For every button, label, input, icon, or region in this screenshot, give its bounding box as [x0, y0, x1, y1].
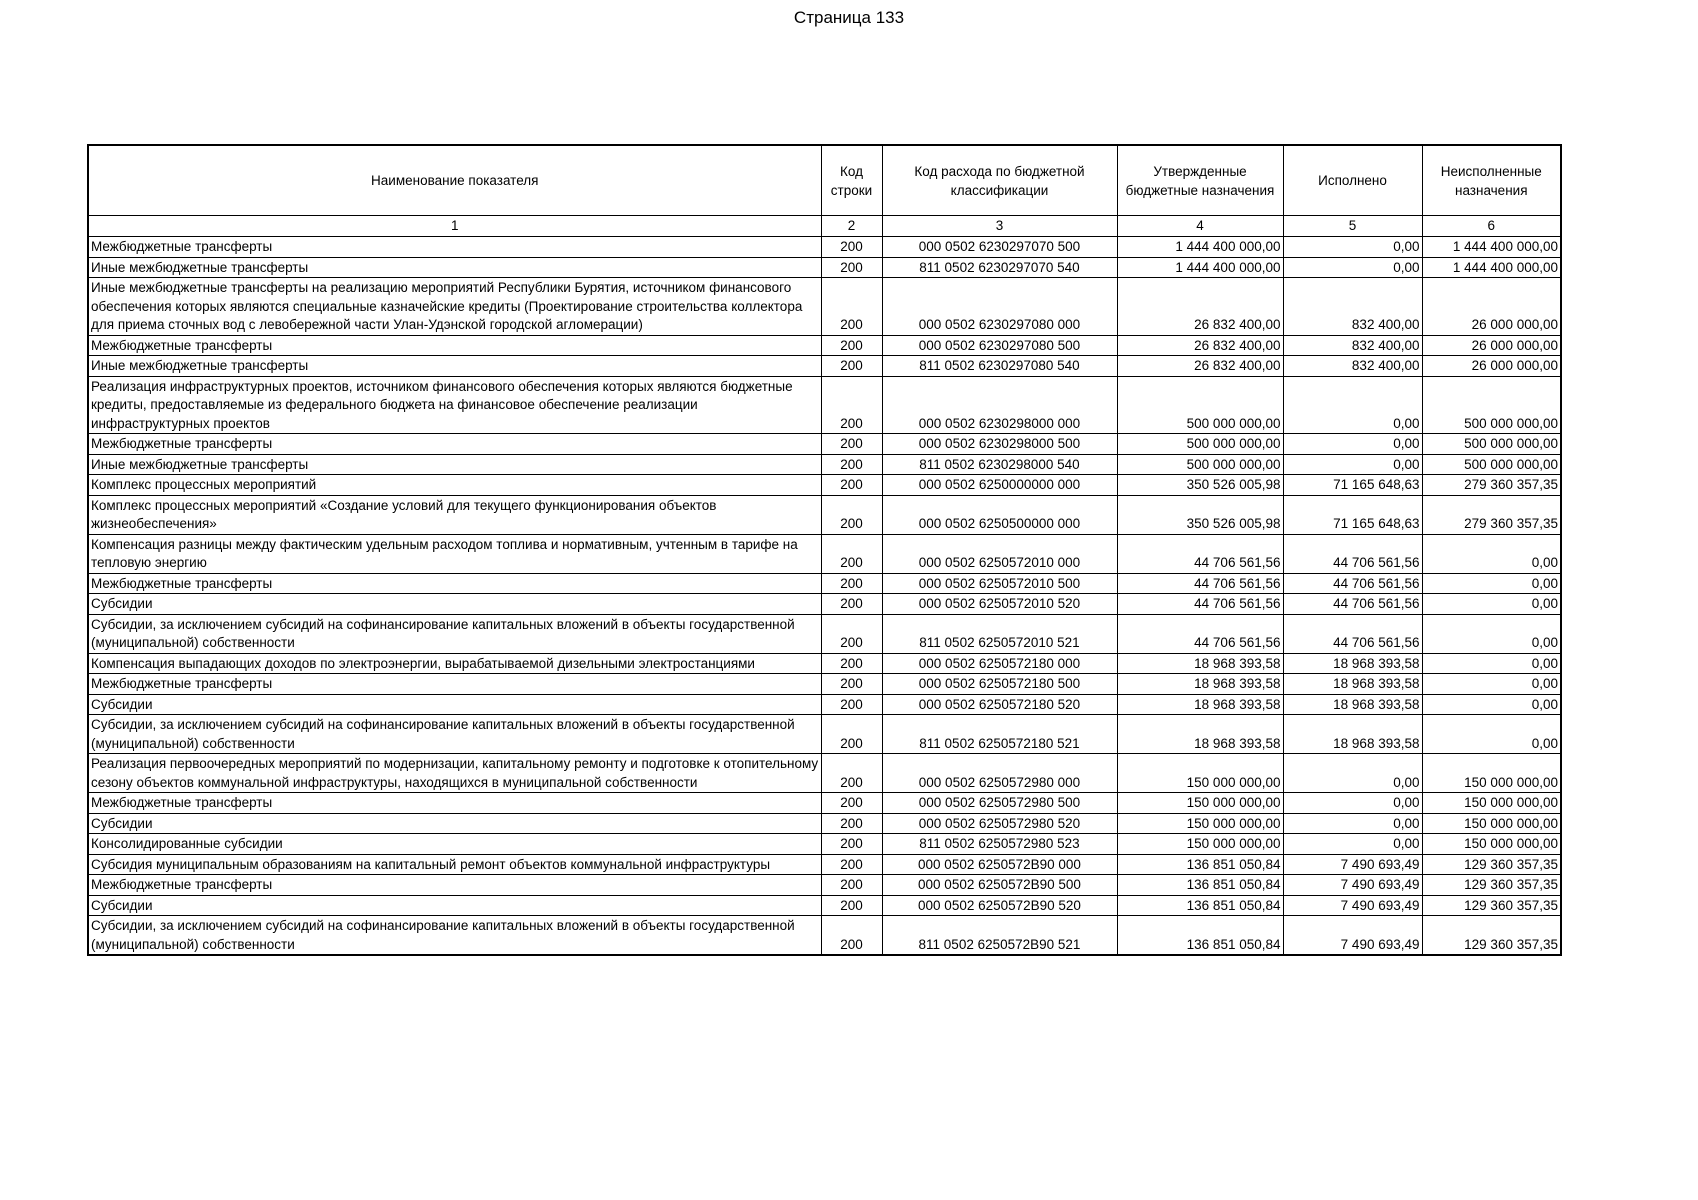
column-number: 4	[1117, 216, 1283, 237]
approved-amount: 44 706 561,56	[1117, 594, 1283, 615]
indicator-name-text: Реализация инфраструктурных проектов, источником финансового обеспечения которых являются бюджетные кредиты, предоставляемые из федерального бюджета на финансовое обеспечение реализации инфраструктурных проектов	[91, 378, 793, 431]
table-row	[88, 895, 1561, 916]
classification-code: 000 0502 6230297080 500	[882, 335, 1117, 356]
unexecuted-amount: 150 000 000,00	[1422, 793, 1561, 814]
table-row	[88, 257, 1561, 278]
approved-amount: 136 851 050,84	[1117, 895, 1283, 916]
indicator-name	[88, 653, 821, 674]
unexecuted-amount: 26 000 000,00	[1422, 335, 1561, 356]
column-number-row	[88, 216, 1561, 237]
approved-amount: 18 968 393,58	[1117, 715, 1283, 754]
approved-amount: 136 851 050,84	[1117, 916, 1283, 956]
table-row	[88, 834, 1561, 855]
classification-code: 000 0502 6250572010 000	[882, 534, 1117, 573]
header-approved: Утвержденные бюджетные назначения	[1117, 145, 1283, 216]
indicator-name-text: Межбюджетные трансферты	[91, 436, 273, 451]
approved-amount: 26 832 400,00	[1117, 356, 1283, 377]
executed-amount: 0,00	[1283, 454, 1422, 475]
indicator-name-text: Компенсация разницы между фактическим удельным расходом топлива и нормативным, учтенным в тарифе на тепловую энергию	[91, 536, 798, 570]
row-code: 200	[821, 875, 882, 896]
unexecuted-amount: 129 360 357,35	[1422, 875, 1561, 896]
indicator-name	[88, 834, 821, 855]
classification-code: 811 0502 6250572980 523	[882, 834, 1117, 855]
classification-code: 000 0502 6250000000 000	[882, 475, 1117, 496]
indicator-name	[88, 237, 821, 258]
unexecuted-amount: 500 000 000,00	[1422, 454, 1561, 475]
table-row	[88, 278, 1561, 336]
row-code: 200	[821, 534, 882, 573]
indicator-name-text: Иные межбюджетные трансферты	[91, 259, 309, 275]
indicator-name	[88, 573, 821, 594]
indicator-name-text: Субсидии	[91, 897, 153, 913]
table-row	[88, 653, 1561, 674]
table-row	[88, 854, 1561, 875]
approved-amount: 1 444 400 000,00	[1117, 257, 1283, 278]
executed-amount: 0,00	[1283, 237, 1422, 258]
row-code: 200	[821, 653, 882, 674]
indicator-name-text: Субсидии, за исключением субсидий на софинансирование капитальных вложений в объекты государственной (муниципальной) собственности	[91, 616, 795, 650]
row-code: 200	[821, 376, 882, 434]
indicator-name	[88, 257, 821, 278]
indicator-name-text: Комплекс процессных мероприятий	[91, 477, 317, 492]
executed-amount: 0,00	[1283, 813, 1422, 834]
executed-amount: 44 706 561,56	[1283, 573, 1422, 594]
unexecuted-amount: 26 000 000,00	[1422, 356, 1561, 377]
table-row	[88, 614, 1561, 653]
unexecuted-amount: 500 000 000,00	[1422, 376, 1561, 434]
table-row	[88, 674, 1561, 695]
unexecuted-amount: 0,00	[1422, 653, 1561, 674]
approved-amount: 150 000 000,00	[1117, 813, 1283, 834]
page-title: Страница 133	[793, 8, 905, 27]
row-code: 200	[821, 594, 882, 615]
classification-code: 000 0502 6250572B90 520	[882, 895, 1117, 916]
row-code: 200	[821, 434, 882, 455]
approved-amount: 44 706 561,56	[1117, 573, 1283, 594]
row-code: 200	[821, 237, 882, 258]
row-code: 200	[821, 278, 882, 336]
column-number: 2	[821, 216, 882, 237]
table-row	[88, 356, 1561, 377]
executed-amount: 71 165 648,63	[1283, 495, 1422, 534]
table-row	[88, 793, 1561, 814]
approved-amount: 26 832 400,00	[1117, 335, 1283, 356]
indicator-name-text: Межбюджетные трансферты	[91, 239, 273, 254]
classification-code: 000 0502 6250572980 000	[882, 754, 1117, 793]
executed-amount: 0,00	[1283, 376, 1422, 434]
budget-report-table	[87, 144, 1562, 956]
approved-amount: 1 444 400 000,00	[1117, 237, 1283, 258]
unexecuted-amount: 279 360 357,35	[1422, 475, 1561, 496]
row-code: 200	[821, 614, 882, 653]
unexecuted-amount: 0,00	[1422, 694, 1561, 715]
indicator-name-text: Межбюджетные трансферты	[91, 877, 273, 892]
approved-amount: 18 968 393,58	[1117, 694, 1283, 715]
indicator-name	[88, 715, 821, 754]
classification-code: 811 0502 6230297080 540	[882, 356, 1117, 377]
table-row	[88, 495, 1561, 534]
unexecuted-amount: 150 000 000,00	[1422, 754, 1561, 793]
indicator-name-text: Комплекс процессных мероприятий «Создание условий для текущего функционирования объектов жизнеобеспечения»	[91, 497, 717, 531]
executed-amount: 44 706 561,56	[1283, 594, 1422, 615]
row-code: 200	[821, 454, 882, 475]
column-number: 1	[88, 216, 821, 237]
row-code: 200	[821, 335, 882, 356]
indicator-name-text: Компенсация выпадающих доходов по электроэнергии, вырабатываемой дизельными электростанциями	[91, 655, 755, 671]
classification-code: 811 0502 6230297070 540	[882, 257, 1117, 278]
indicator-name	[88, 674, 821, 695]
row-code: 200	[821, 754, 882, 793]
classification-code: 000 0502 6250572010 500	[882, 573, 1117, 594]
approved-amount: 500 000 000,00	[1117, 434, 1283, 455]
table-row	[88, 573, 1561, 594]
unexecuted-amount: 0,00	[1422, 594, 1561, 615]
header-unexecuted: Неисполненные назначения	[1422, 145, 1561, 216]
column-number: 3	[882, 216, 1117, 237]
executed-amount: 71 165 648,63	[1283, 475, 1422, 496]
indicator-name	[88, 854, 821, 875]
row-code: 200	[821, 694, 882, 715]
classification-code: 000 0502 6230297070 500	[882, 237, 1117, 258]
approved-amount: 150 000 000,00	[1117, 754, 1283, 793]
indicator-name-text: Субсидии, за исключением субсидий на софинансирование капитальных вложений в объекты государственной (муниципальной) собственности	[91, 717, 795, 751]
classification-code: 000 0502 6250572B90 000	[882, 854, 1117, 875]
approved-amount: 44 706 561,56	[1117, 614, 1283, 653]
executed-amount: 0,00	[1283, 257, 1422, 278]
row-code: 200	[821, 715, 882, 754]
executed-amount: 832 400,00	[1283, 278, 1422, 336]
classification-code: 000 0502 6250572180 520	[882, 694, 1117, 715]
row-code: 200	[821, 674, 882, 695]
indicator-name-text: Субсидия муниципальным образованиям на капитальный ремонт объектов коммунальной инфраструктуры	[91, 856, 771, 872]
executed-amount: 832 400,00	[1283, 335, 1422, 356]
indicator-name	[88, 376, 821, 434]
unexecuted-amount: 129 360 357,35	[1422, 916, 1561, 956]
indicator-name-text: Иные межбюджетные трансферты	[91, 358, 309, 373]
executed-amount: 0,00	[1283, 754, 1422, 793]
classification-code: 811 0502 6230298000 540	[882, 454, 1117, 475]
indicator-name-text: Реализация первоочередных мероприятий по модернизации, капитальному ремонту и подготовке к отопительному сезону объектов коммунальной инфраструктуры, находящихся в муниципальной собственности	[91, 756, 819, 790]
unexecuted-amount: 500 000 000,00	[1422, 434, 1561, 455]
classification-code: 811 0502 6250572010 521	[882, 614, 1117, 653]
header-executed: Исполнено	[1283, 145, 1422, 216]
indicator-name	[88, 614, 821, 653]
executed-amount: 7 490 693,49	[1283, 854, 1422, 875]
indicator-name	[88, 694, 821, 715]
unexecuted-amount: 150 000 000,00	[1422, 834, 1561, 855]
table-row	[88, 454, 1561, 475]
unexecuted-amount: 0,00	[1422, 614, 1561, 653]
indicator-name	[88, 475, 821, 496]
classification-code: 000 0502 6230297080 000	[882, 278, 1117, 336]
indicator-name	[88, 594, 821, 615]
indicator-name-text: Межбюджетные трансферты	[91, 676, 273, 691]
indicator-name-text: Межбюджетные трансферты	[91, 337, 273, 353]
executed-amount: 7 490 693,49	[1283, 875, 1422, 896]
approved-amount: 150 000 000,00	[1117, 834, 1283, 855]
classification-code: 000 0502 6250572010 520	[882, 594, 1117, 615]
indicator-name	[88, 754, 821, 793]
approved-amount: 136 851 050,84	[1117, 875, 1283, 896]
table-row	[88, 475, 1561, 496]
indicator-name-text: Субсидии	[91, 596, 153, 611]
unexecuted-amount: 129 360 357,35	[1422, 895, 1561, 916]
approved-amount: 500 000 000,00	[1117, 376, 1283, 434]
indicator-name-text: Межбюджетные трансферты	[91, 795, 273, 810]
unexecuted-amount: 150 000 000,00	[1422, 813, 1561, 834]
table-row	[88, 335, 1561, 356]
table-row	[88, 594, 1561, 615]
unexecuted-amount: 0,00	[1422, 674, 1561, 695]
indicator-name	[88, 454, 821, 475]
row-code: 200	[821, 356, 882, 377]
table-row	[88, 813, 1561, 834]
row-code: 200	[821, 854, 882, 875]
row-code: 200	[821, 475, 882, 496]
table-row	[88, 694, 1561, 715]
indicator-name-text: Иные межбюджетные трансферты на реализацию мероприятий Республики Бурятия, источником финансового обеспечения которых являются специальные казначейские кредиты (Проектирование строительства коллектора для приема сточных вод с левобережной части Улан-Удэнской городской агломерации)	[91, 280, 803, 332]
table-row	[88, 376, 1561, 434]
approved-amount: 18 968 393,58	[1117, 674, 1283, 695]
table-row	[88, 434, 1561, 455]
executed-amount: 0,00	[1283, 434, 1422, 455]
classification-code: 000 0502 6250572180 500	[882, 674, 1117, 695]
classification-code: 000 0502 6250500000 000	[882, 495, 1117, 534]
approved-amount: 350 526 005,98	[1117, 495, 1283, 534]
header-code: Код строки	[821, 145, 882, 216]
executed-amount: 44 706 561,56	[1283, 614, 1422, 653]
executed-amount: 7 490 693,49	[1283, 895, 1422, 916]
classification-code: 000 0502 6250572B90 500	[882, 875, 1117, 896]
column-number: 5	[1283, 216, 1422, 237]
executed-amount: 7 490 693,49	[1283, 916, 1422, 956]
header-row	[88, 145, 1561, 216]
unexecuted-amount: 0,00	[1422, 534, 1561, 573]
indicator-name-text: Субсидии, за исключением субсидий на софинансирование капитальных вложений в объекты государственной (муниципальной) собственности	[91, 918, 795, 952]
indicator-name	[88, 356, 821, 377]
classification-code: 000 0502 6250572180 000	[882, 653, 1117, 674]
row-code: 200	[821, 257, 882, 278]
indicator-name	[88, 813, 821, 834]
unexecuted-amount: 1 444 400 000,00	[1422, 237, 1561, 258]
unexecuted-amount: 26 000 000,00	[1422, 278, 1561, 336]
table-row	[88, 715, 1561, 754]
unexecuted-amount: 279 360 357,35	[1422, 495, 1561, 534]
approved-amount: 350 526 005,98	[1117, 475, 1283, 496]
unexecuted-amount: 1 444 400 000,00	[1422, 257, 1561, 278]
table-row	[88, 916, 1561, 956]
executed-amount: 18 968 393,58	[1283, 694, 1422, 715]
classification-code: 000 0502 6230298000 500	[882, 434, 1117, 455]
executed-amount: 18 968 393,58	[1283, 715, 1422, 754]
table-row	[88, 534, 1561, 573]
approved-amount: 136 851 050,84	[1117, 854, 1283, 875]
unexecuted-amount: 0,00	[1422, 715, 1561, 754]
executed-amount: 0,00	[1283, 834, 1422, 855]
approved-amount: 500 000 000,00	[1117, 454, 1283, 475]
executed-amount: 18 968 393,58	[1283, 653, 1422, 674]
unexecuted-amount: 129 360 357,35	[1422, 854, 1561, 875]
unexecuted-amount: 0,00	[1422, 573, 1561, 594]
row-code: 200	[821, 573, 882, 594]
indicator-name	[88, 434, 821, 455]
table-body	[88, 237, 1561, 956]
indicator-name	[88, 495, 821, 534]
column-number: 6	[1422, 216, 1561, 237]
executed-amount: 832 400,00	[1283, 356, 1422, 377]
approved-amount: 26 832 400,00	[1117, 278, 1283, 336]
indicator-name	[88, 793, 821, 814]
indicator-name-text: Субсидии	[91, 815, 153, 831]
classification-code: 811 0502 6250572180 521	[882, 715, 1117, 754]
approved-amount: 18 968 393,58	[1117, 653, 1283, 674]
indicator-name	[88, 875, 821, 896]
approved-amount: 44 706 561,56	[1117, 534, 1283, 573]
table-row	[88, 875, 1561, 896]
classification-code: 000 0502 6250572980 520	[882, 813, 1117, 834]
indicator-name-text: Консолидированные субсидии	[91, 836, 283, 851]
row-code: 200	[821, 916, 882, 956]
classification-code: 811 0502 6250572B90 521	[882, 916, 1117, 956]
indicator-name	[88, 335, 821, 356]
indicator-name	[88, 278, 821, 336]
indicator-name	[88, 534, 821, 573]
header-name: Наименование показателя	[88, 145, 821, 216]
row-code: 200	[821, 793, 882, 814]
approved-amount: 150 000 000,00	[1117, 793, 1283, 814]
row-code: 200	[821, 834, 882, 855]
table-row	[88, 754, 1561, 793]
indicator-name-text: Иные межбюджетные трансферты	[91, 456, 309, 472]
table-row	[88, 237, 1561, 258]
row-code: 200	[821, 495, 882, 534]
classification-code: 000 0502 6250572980 500	[882, 793, 1117, 814]
executed-amount: 0,00	[1283, 793, 1422, 814]
indicator-name-text: Субсидии	[91, 696, 153, 712]
row-code: 200	[821, 895, 882, 916]
indicator-name	[88, 916, 821, 956]
row-code: 200	[821, 813, 882, 834]
classification-code: 000 0502 6230298000 000	[882, 376, 1117, 434]
indicator-name	[88, 895, 821, 916]
executed-amount: 44 706 561,56	[1283, 534, 1422, 573]
executed-amount: 18 968 393,58	[1283, 674, 1422, 695]
indicator-name-text: Межбюджетные трансферты	[91, 575, 273, 591]
header-classification: Код расхода по бюджетной классификации	[882, 145, 1117, 216]
